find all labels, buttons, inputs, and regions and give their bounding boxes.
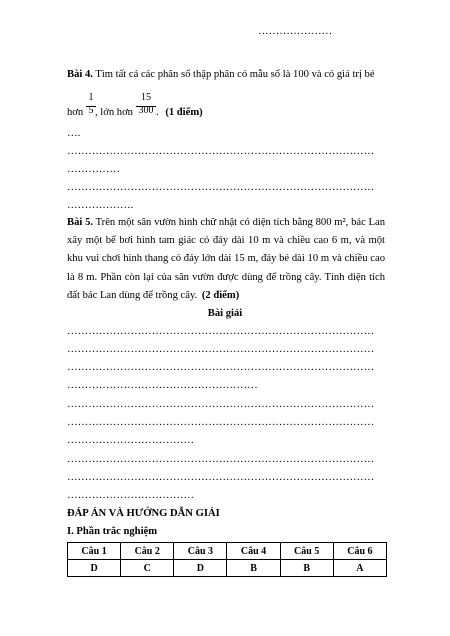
solution-title: Bài giải — [207, 308, 243, 319]
answer-cell: B — [280, 560, 333, 577]
answer-cell: C — [121, 560, 174, 577]
answer-cell: D — [68, 560, 121, 577]
answer-line: …………… — [67, 164, 120, 175]
bai4-text: Tìm tất cả các phân số thập phân có mẫu số là 100 và có giá trị bé — [92, 69, 375, 80]
answer-line: …………………………………………………………………………… — [67, 362, 375, 373]
header-cell: Câu 4 — [227, 543, 280, 560]
fraction-1-numerator: 1 — [88, 92, 94, 103]
bai5-label: Bài 5. — [67, 217, 94, 228]
bai4-hon: hơn — [67, 107, 84, 118]
answer-key-title: ĐÁP ÁN VÀ HƯỚNG DẪN GIẢI — [67, 508, 220, 519]
answer-line: ……………………………… — [67, 435, 195, 446]
header-cell: Câu 6 — [333, 543, 386, 560]
header-cell: Câu 3 — [174, 543, 227, 560]
header-cell: Câu 1 — [68, 543, 121, 560]
answer-line: …………………………………………………………………………… — [67, 454, 375, 465]
bai4-mid: , lớn hơn — [95, 107, 133, 118]
header-cell: Câu 2 — [121, 543, 174, 560]
bai5-text: Trên một sân vườn hình chữ nhật có diện tích bằng 800 m², bác Lan xây một bể bơi hình tam giác có đáy dài 10 m và chiều cao 6 m, và một khu vui chơi hình thang có đáy lớn dài 15 m, đáy bé dài 10 m và chiều cao là 8 m. Phần còn lại của sân vườn được dùng để trồng cây. Tính diện tích đất bác Lan dùng để trồng cây. — [67, 217, 385, 301]
answer-cell: A — [333, 560, 386, 577]
dotted-line: ………………… — [258, 26, 333, 37]
bai5-points: (2 điểm) — [201, 289, 240, 301]
bai4-end — [156, 107, 203, 118]
answer-line: …. — [67, 128, 81, 139]
answer-line: …………………………………………………………………………… — [67, 146, 375, 157]
answer-line: …………………………………………………………………………… — [67, 399, 375, 410]
bai4-label: Bài 4. — [67, 69, 93, 80]
answer-line: ……………………………………………… — [67, 380, 258, 391]
answer-cell: D — [174, 560, 227, 577]
answer-cell: B — [227, 560, 280, 577]
fraction-1-denominator: 5 — [88, 105, 94, 116]
answer-line: …………………………………………………………………………… — [67, 344, 375, 355]
answer-line: …………………………………………………………………………… — [67, 326, 375, 337]
answer-table-row — [68, 560, 387, 577]
fraction-2-numerator: 15 — [141, 92, 151, 103]
fraction-2-denominator: 300 — [138, 105, 154, 116]
answer-line: …………………………………………………………………………… — [67, 182, 375, 193]
bai4-points: (1 điểm) — [165, 107, 203, 118]
answer-line: ………………. — [67, 200, 134, 211]
header-cell: Câu 5 — [280, 543, 333, 560]
answer-key-section: I. Phần trắc nghiệm — [67, 526, 158, 537]
answer-table — [67, 542, 387, 577]
answer-line: …………………………………………………………………………… — [67, 472, 375, 483]
bai5-question — [67, 214, 385, 305]
bai4-question — [67, 69, 375, 80]
answer-line: …………………………………………………………………………… — [67, 417, 375, 428]
bai4-period: . — [156, 107, 159, 118]
answer-line: ……………………………… — [67, 490, 195, 501]
answer-table-header-row — [68, 543, 387, 560]
